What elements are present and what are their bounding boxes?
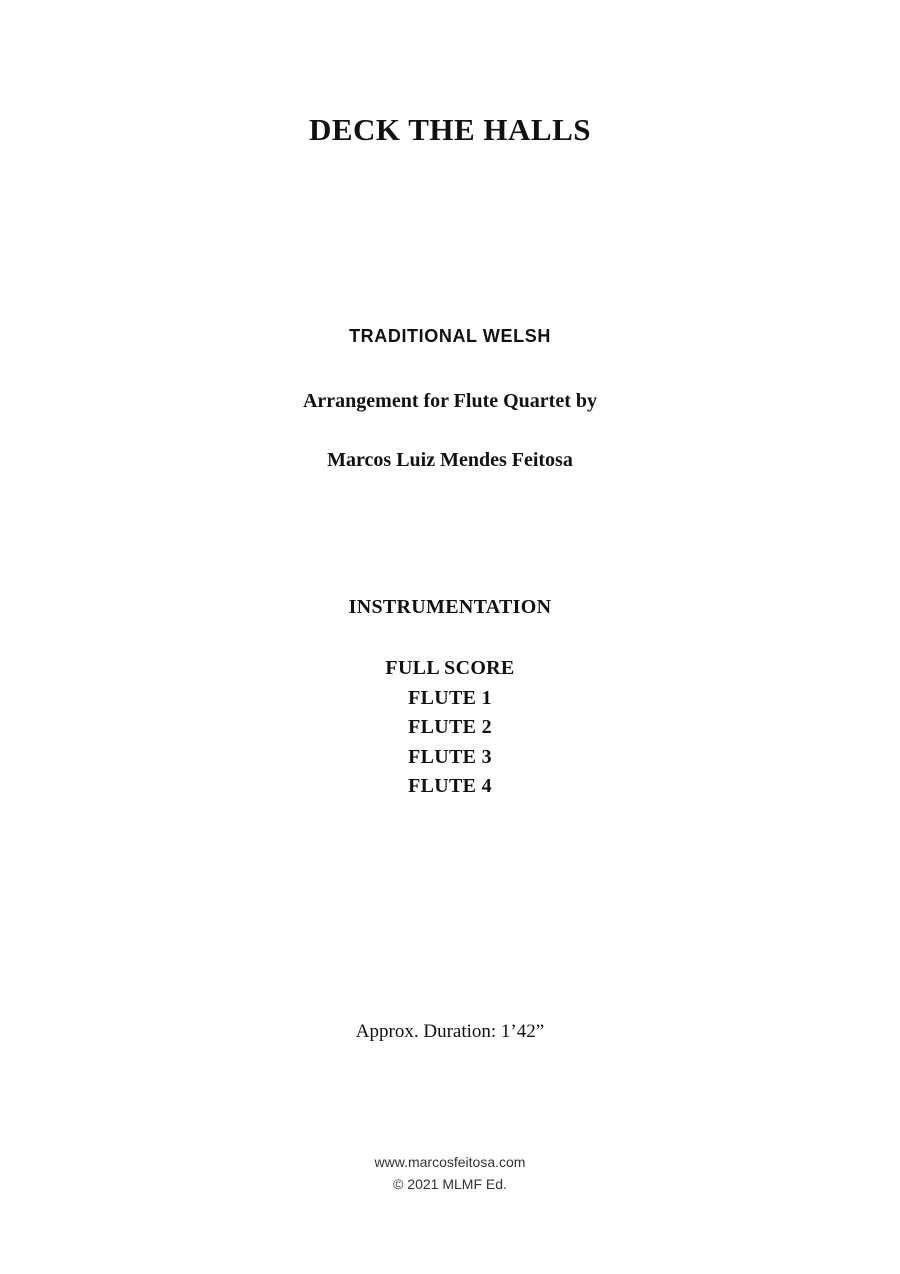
instrumentation-item: FLUTE 3 — [408, 745, 492, 768]
instrumentation-item: FULL SCORE — [385, 657, 515, 679]
copyright-notice: © 2021 MLMF Ed. — [393, 1176, 507, 1192]
instrumentation-item: FLUTE 1 — [408, 686, 492, 709]
arranger-name: Marcos Luiz Mendes Feitosa — [327, 449, 573, 471]
origin-label: TRADITIONAL WELSH — [349, 326, 551, 346]
page-title: DECK THE HALLS — [308, 112, 592, 147]
instrumentation-heading: INSTRUMENTATION — [348, 596, 552, 618]
arrangement-line: Arrangement for Flute Quartet by — [302, 390, 597, 412]
instrumentation-item: FLUTE 4 — [408, 775, 492, 797]
instrumentation-item: FLUTE 2 — [408, 716, 492, 738]
approx-duration: Approx. Duration: 1’42” — [355, 1021, 545, 1042]
instrumentation-list — [0, 654, 900, 802]
website-link[interactable]: www.marcosfeitosa.com — [374, 1154, 526, 1170]
